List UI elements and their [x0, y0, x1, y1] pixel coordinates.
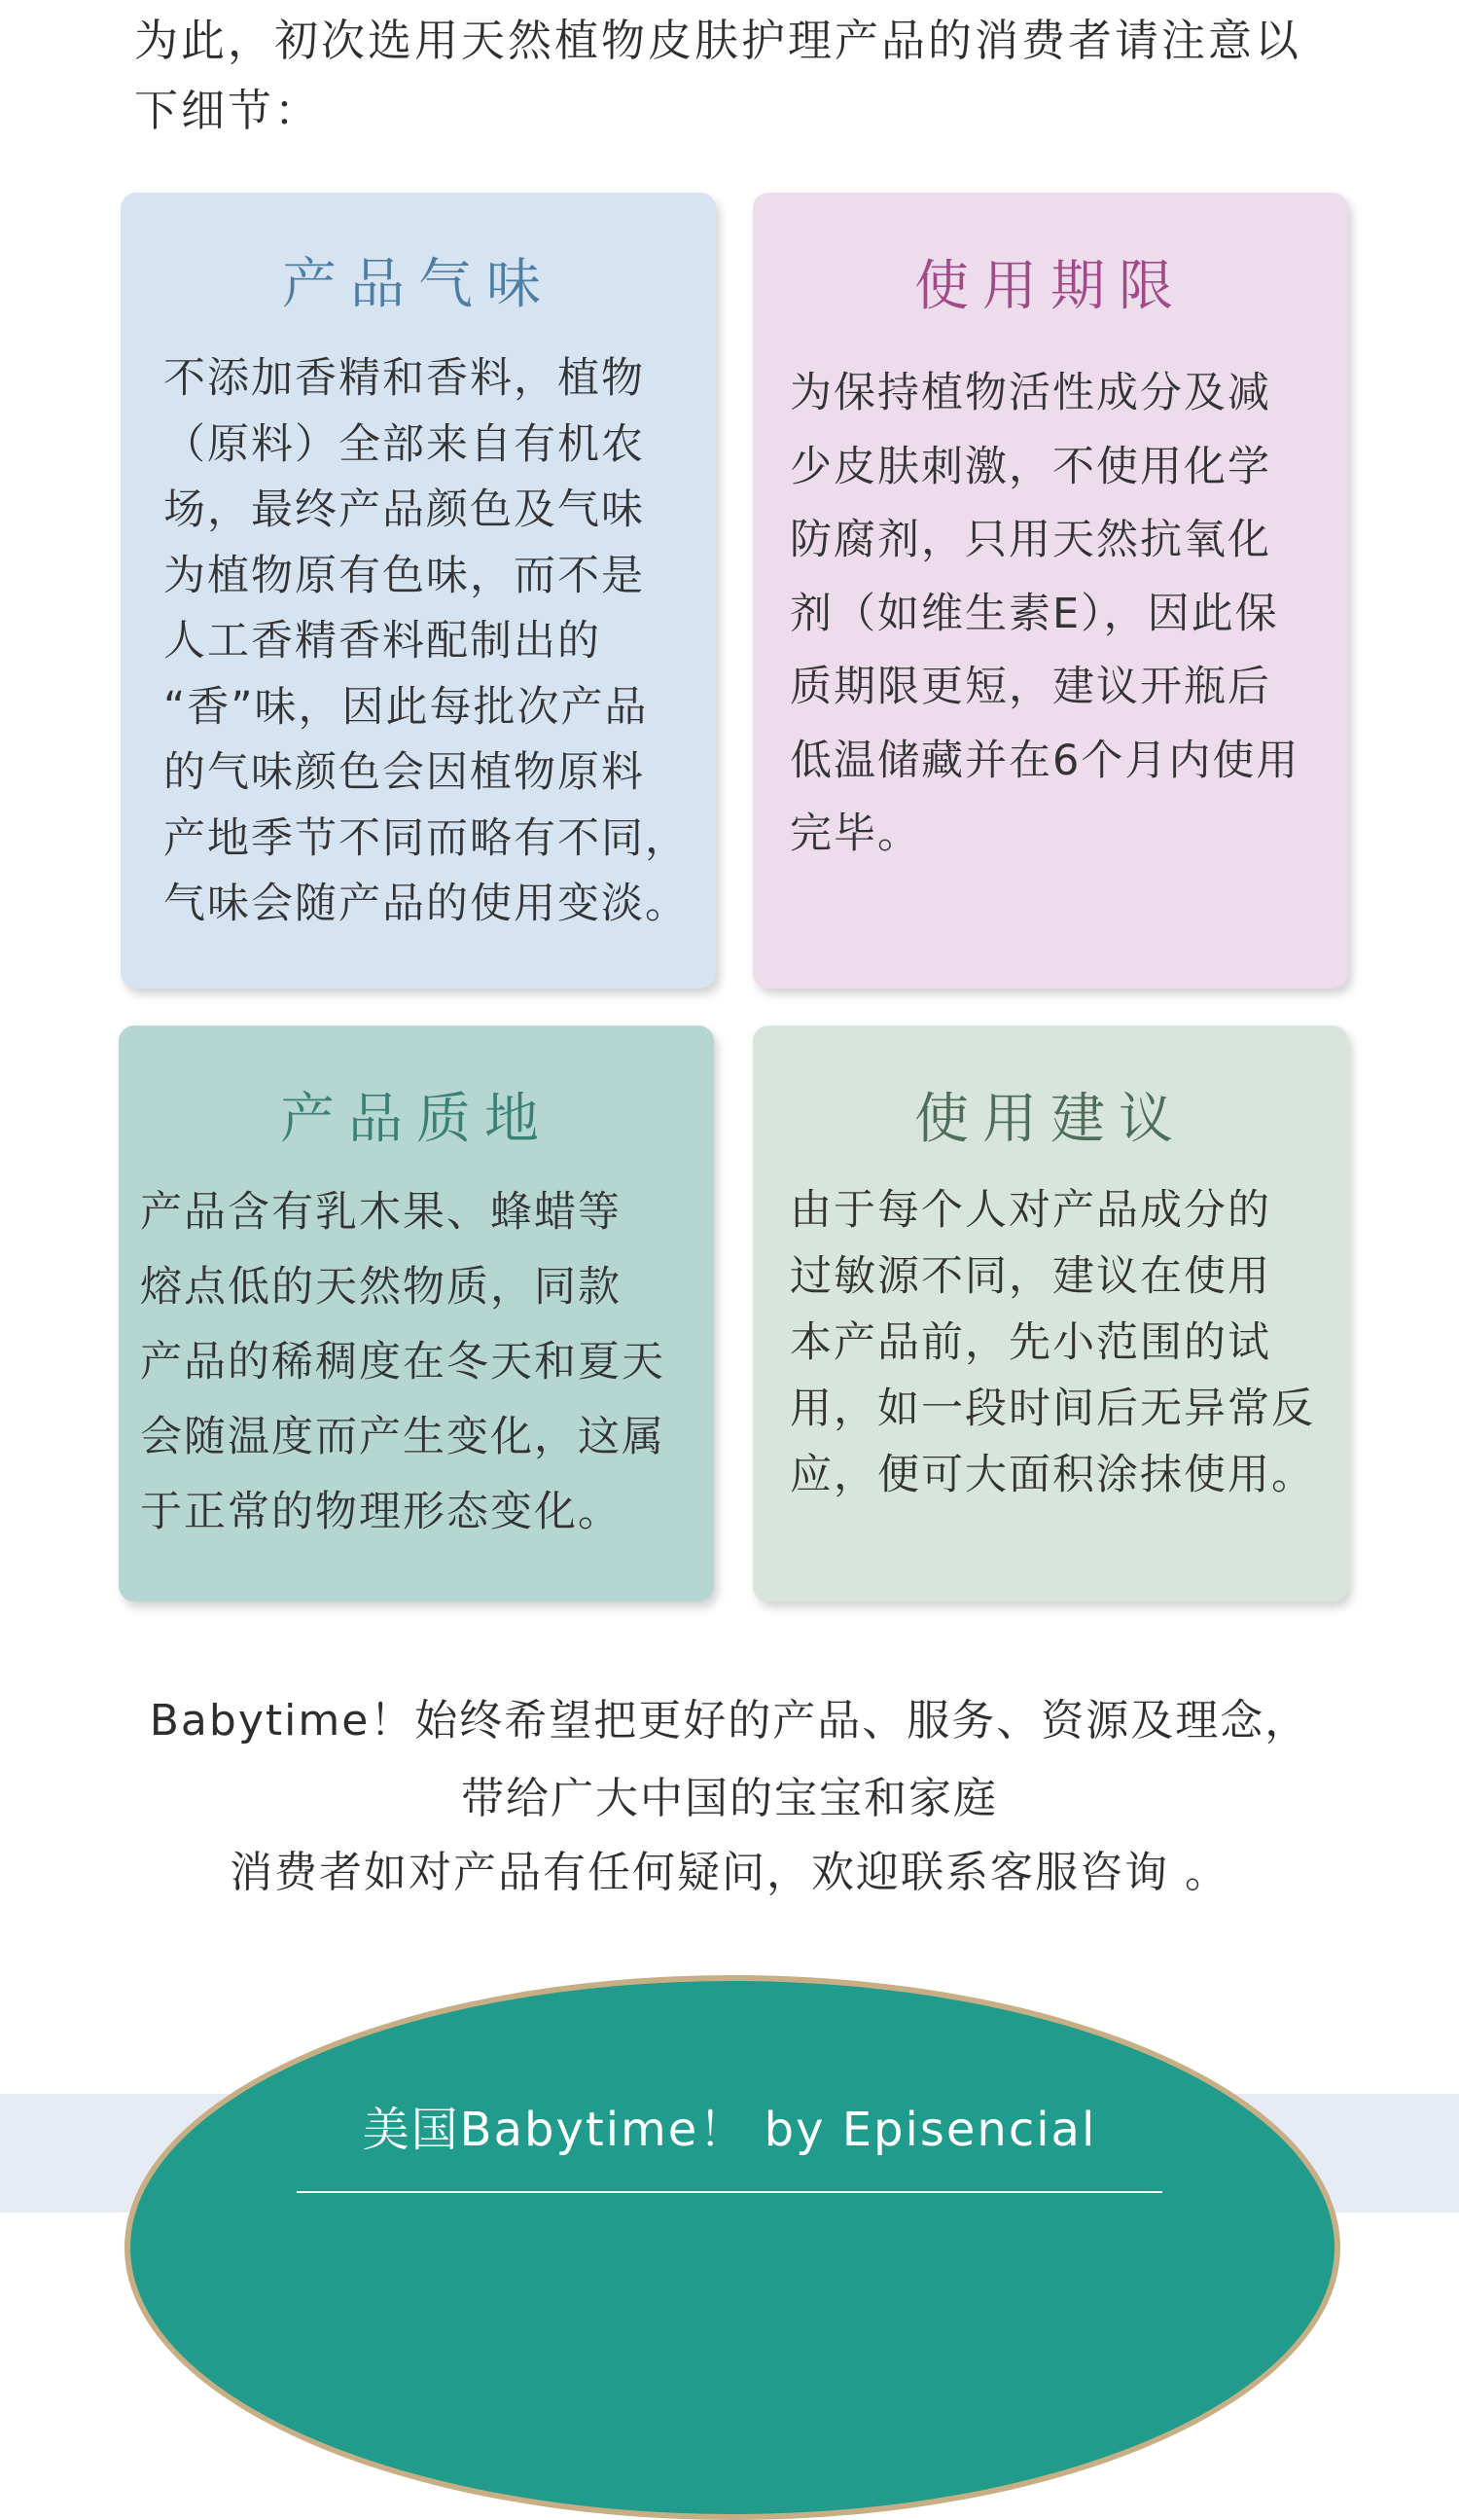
- texture-line: 产品含有乳木果、蜂蜡等: [140, 1188, 622, 1237]
- smell-line: 人工香精香料配制出的: [163, 617, 601, 666]
- card-body-advice: [790, 1177, 1344, 1508]
- smell-line: 不添加香精和香料，植物: [163, 354, 645, 403]
- card-body-life: [790, 357, 1334, 872]
- life-line: 防腐剂，只用天然抗氧化: [790, 516, 1271, 564]
- footer-line-1: Babytime！始终希望把更好的产品、服务、资源及理念，: [149, 1696, 1310, 1746]
- smell-line: 的气味颜色会因植物原料: [163, 748, 645, 797]
- texture-line: 产品的稀稠度在冬天和夏天: [140, 1338, 665, 1386]
- brand-label: 美国Babytime！ by Episencial: [362, 2103, 1097, 2157]
- smell-line: “香”味，因此每批次产品: [163, 682, 649, 732]
- texture-line: 熔点低的天然物质，同款: [140, 1263, 622, 1312]
- card-body-smell: [163, 346, 708, 938]
- intro-line-1: 为此，初次选用天然植物皮肤护理产品的消费者请注意以: [134, 15, 1302, 66]
- advice-line: 应，便可大面积涂抹使用。: [790, 1451, 1315, 1499]
- smell-line: 为植物原有色味，而不是: [163, 551, 645, 600]
- life-line: 质期限更短，建议开瓶后: [790, 663, 1271, 711]
- smell-line: 气味会随产品的使用变淡。: [163, 880, 689, 928]
- smell-line: 产地季节不同而略有不同，: [163, 813, 689, 863]
- life-line: 为保持植物活性成分及减: [790, 369, 1271, 417]
- life-line: 剂（如维生素E），因此保: [790, 589, 1279, 638]
- texture-line: 会随温度而产生变化，这属: [140, 1413, 665, 1461]
- card-title-smell: 产品气味: [282, 253, 554, 316]
- life-line: 少皮肤刺激，不使用化学: [790, 442, 1271, 491]
- intro-paragraph: [134, 6, 1350, 146]
- brand-divider: [297, 2191, 1162, 2193]
- brand-banner-oval: [125, 1975, 1340, 2520]
- footer-line-2: 带给广大中国的宝宝和家庭: [461, 1774, 998, 1823]
- life-line: 低温储藏并在6个月内使用: [790, 736, 1300, 785]
- intro-line-2: 下细节：: [134, 85, 322, 136]
- advice-line: 本产品前，先小范围的试: [790, 1318, 1271, 1367]
- life-line: 完毕。: [790, 810, 921, 858]
- advice-line: 过敏源不同，建议在使用: [790, 1252, 1271, 1301]
- footer-line-3: 消费者如对产品有任何疑问，欢迎联系客服咨询 。: [230, 1848, 1229, 1897]
- advice-line: 用，如一段时间后无异常反: [790, 1385, 1315, 1433]
- smell-line: （原料）全部来自有机农: [163, 419, 645, 469]
- texture-line: 于正常的物理形态变化。: [140, 1488, 622, 1536]
- card-title-texture: 产品质地: [280, 1088, 552, 1151]
- card-title-advice: 使用建议: [914, 1088, 1187, 1151]
- card-body-texture: [140, 1175, 714, 1550]
- card-title-life: 使用期限: [914, 255, 1187, 318]
- advice-line: 由于每个人对产品成分的: [790, 1186, 1271, 1235]
- smell-line: 场，最终产品颜色及气味: [163, 486, 645, 534]
